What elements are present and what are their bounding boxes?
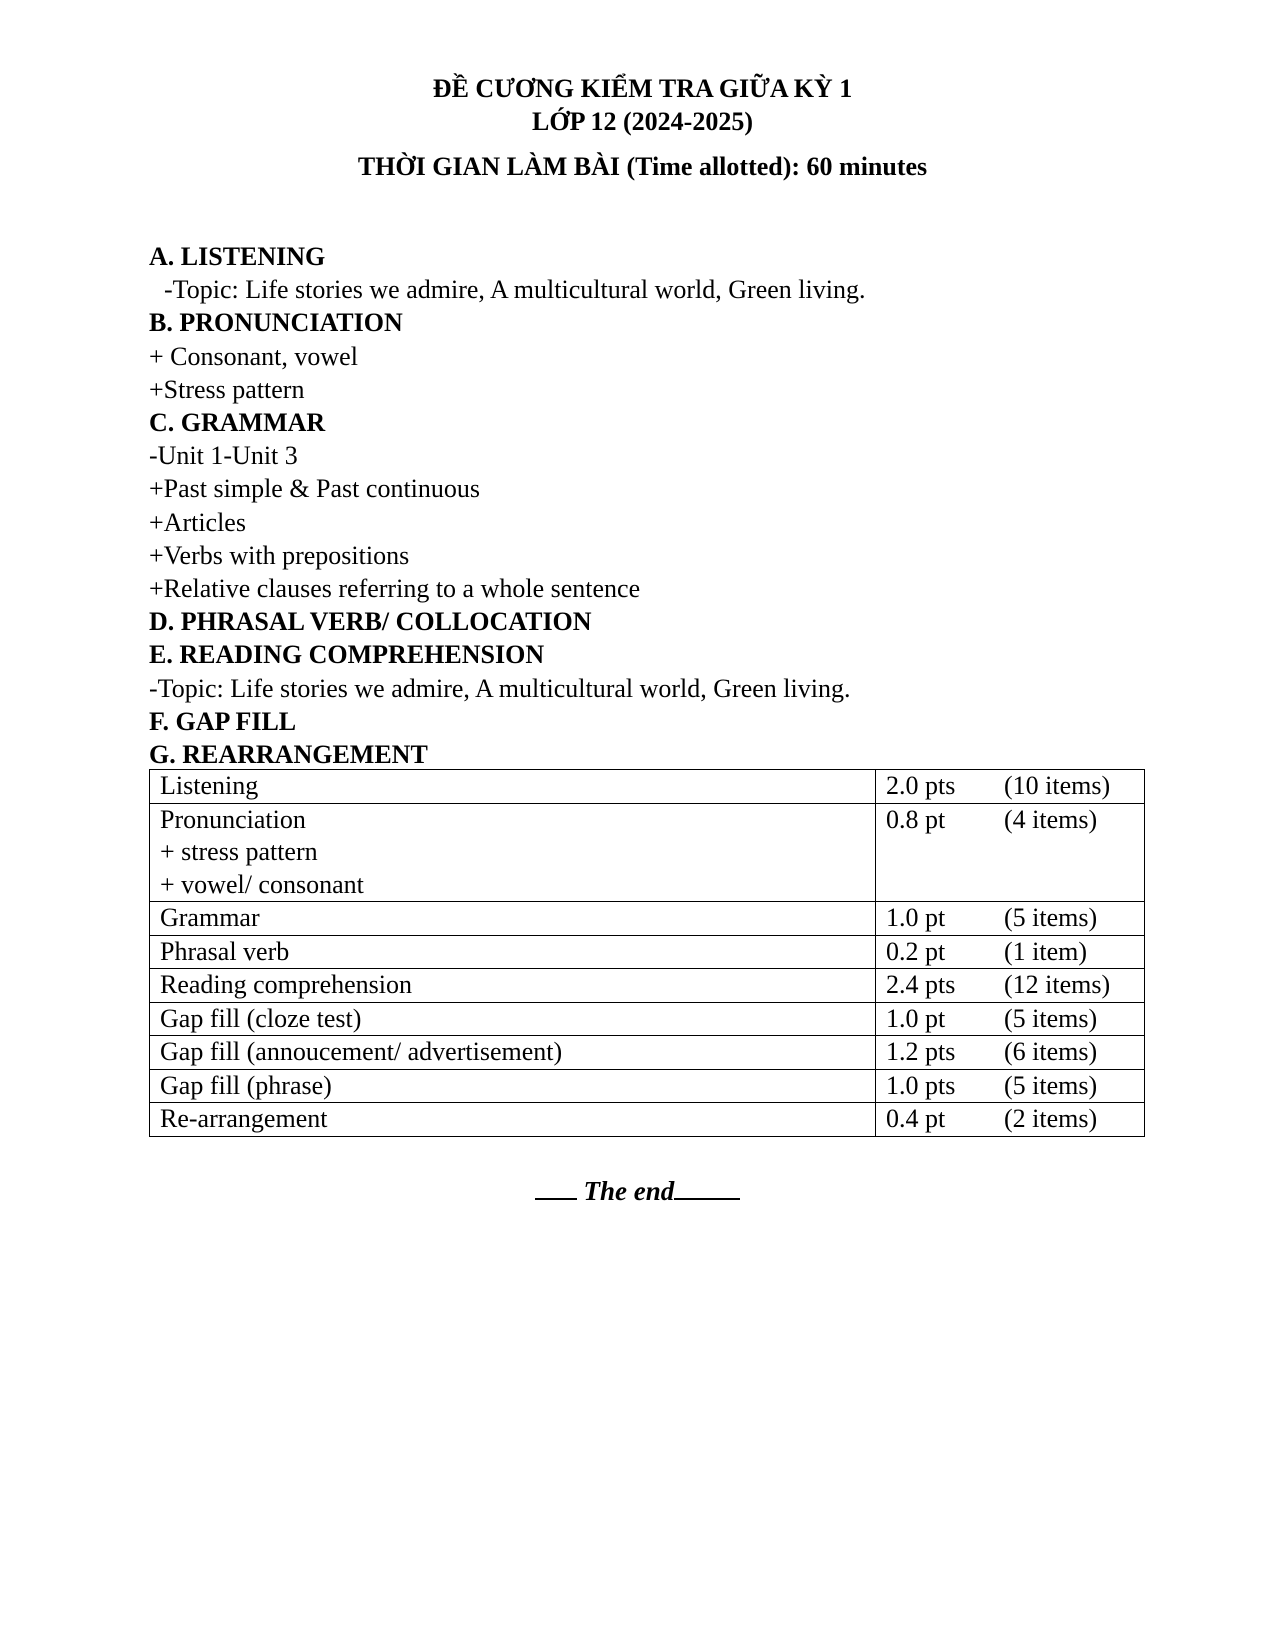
- points-value: 2.0 pts: [886, 771, 956, 800]
- section-cell: Gap fill (cloze test): [150, 1002, 876, 1036]
- section-heading-gap-fill: F. GAP FILL: [149, 706, 297, 736]
- section-cell: Re-arrangement: [150, 1103, 876, 1137]
- section-heading-rearrangement: G. REARRANGEMENT: [149, 740, 428, 770]
- grammar-item: +Articles: [149, 507, 246, 537]
- table-row: [150, 902, 1145, 936]
- grammar-item: +Relative clauses referring to a whole sentence: [149, 574, 641, 604]
- points-value: 1.0 pt: [886, 903, 946, 932]
- document-header: [0, 72, 1275, 183]
- points-value: 0.2 pt: [886, 936, 946, 966]
- table-row: [150, 1002, 1145, 1036]
- section-subitem: + vowel/ consonant: [160, 869, 364, 899]
- items-count: (6 items): [1004, 1037, 1098, 1066]
- section-heading-grammar: C. GRAMMAR: [149, 408, 326, 438]
- section-heading-listening: A. LISTENING: [149, 242, 326, 271]
- points-value: 0.4 pt: [886, 1104, 946, 1133]
- section-cell: Phrasal verb: [150, 935, 876, 969]
- score-cell: [876, 803, 1145, 902]
- points-value: 2.4 pts: [886, 970, 956, 999]
- table-row: [150, 770, 1145, 804]
- grade-year: LỚP 12 (2024-2025): [532, 107, 753, 136]
- items-count: (12 items): [1004, 970, 1111, 999]
- table-row: [150, 969, 1145, 1003]
- table-row: [150, 803, 1145, 902]
- document-title: ĐỀ CƯƠNG KIỂM TRA GIỮA KỲ 1: [432, 74, 853, 103]
- section-cell: Grammar: [150, 902, 876, 936]
- section-cell: Gap fill (annoucement/ advertisement): [150, 1036, 876, 1070]
- items-count: (10 items): [1004, 771, 1111, 800]
- score-cell: [876, 1069, 1145, 1103]
- points-value: 0.8 pt: [886, 804, 946, 834]
- pronunciation-item: + Consonant, vowel: [149, 341, 358, 371]
- points-value: 1.0 pts: [886, 1070, 956, 1100]
- score-cell: [876, 770, 1145, 804]
- pronunciation-item: +Stress pattern: [149, 374, 305, 404]
- items-count: (5 items): [1004, 1003, 1098, 1033]
- items-count: (2 items): [1004, 1104, 1098, 1133]
- points-value: 1.0 pt: [886, 1003, 946, 1033]
- table-row: [150, 1069, 1145, 1103]
- score-cell: [876, 902, 1145, 936]
- grammar-item: +Verbs with prepositions: [149, 540, 410, 570]
- score-table: [149, 769, 1145, 1137]
- section-subitem: + stress pattern: [160, 837, 318, 866]
- section-heading-reading: E. READING COMPREHENSION: [149, 640, 545, 670]
- items-count: (1 item): [1004, 936, 1088, 966]
- section-heading-phrasal-verb: D. PHRASAL VERB/ COLLOCATION: [149, 607, 592, 637]
- reading-topic: -Topic: Life stories we admire, A multicultural world, Green living.: [149, 673, 851, 703]
- table-row: [150, 935, 1145, 969]
- items-count: (4 items): [1004, 804, 1098, 834]
- section-cell: Gap fill (phrase): [150, 1069, 876, 1103]
- points-value: 1.2 pts: [886, 1037, 956, 1066]
- score-cell: [876, 1002, 1145, 1036]
- exam-outline: [149, 240, 1149, 771]
- end-marker: [0, 1174, 1275, 1207]
- section-cell: [150, 803, 876, 902]
- section-cell: Reading comprehension: [150, 969, 876, 1003]
- section-cell: Listening: [150, 770, 876, 804]
- items-count: (5 items): [1004, 903, 1098, 932]
- underline-blank: [674, 1174, 740, 1200]
- score-cell: [876, 1103, 1145, 1137]
- section-label: Pronunciation: [160, 804, 306, 834]
- grammar-item: -Unit 1-Unit 3: [149, 441, 298, 471]
- time-allotted: THỜI GIAN LÀM BÀI (Time allotted): 60 minutes: [357, 152, 928, 181]
- listening-topic: -Topic: Life stories we admire, A multicultural world, Green living.: [164, 275, 866, 305]
- score-cell: [876, 935, 1145, 969]
- score-cell: [876, 1036, 1145, 1070]
- items-count: (5 items): [1004, 1070, 1098, 1100]
- underline-blank: [535, 1174, 577, 1200]
- score-cell: [876, 969, 1145, 1003]
- table-row: [150, 1103, 1145, 1137]
- section-heading-pronunciation: B. PRONUNCIATION: [149, 308, 403, 338]
- end-text: The end: [583, 1176, 675, 1206]
- grammar-item: +Past simple & Past continuous: [149, 474, 481, 504]
- table-row: [150, 1036, 1145, 1070]
